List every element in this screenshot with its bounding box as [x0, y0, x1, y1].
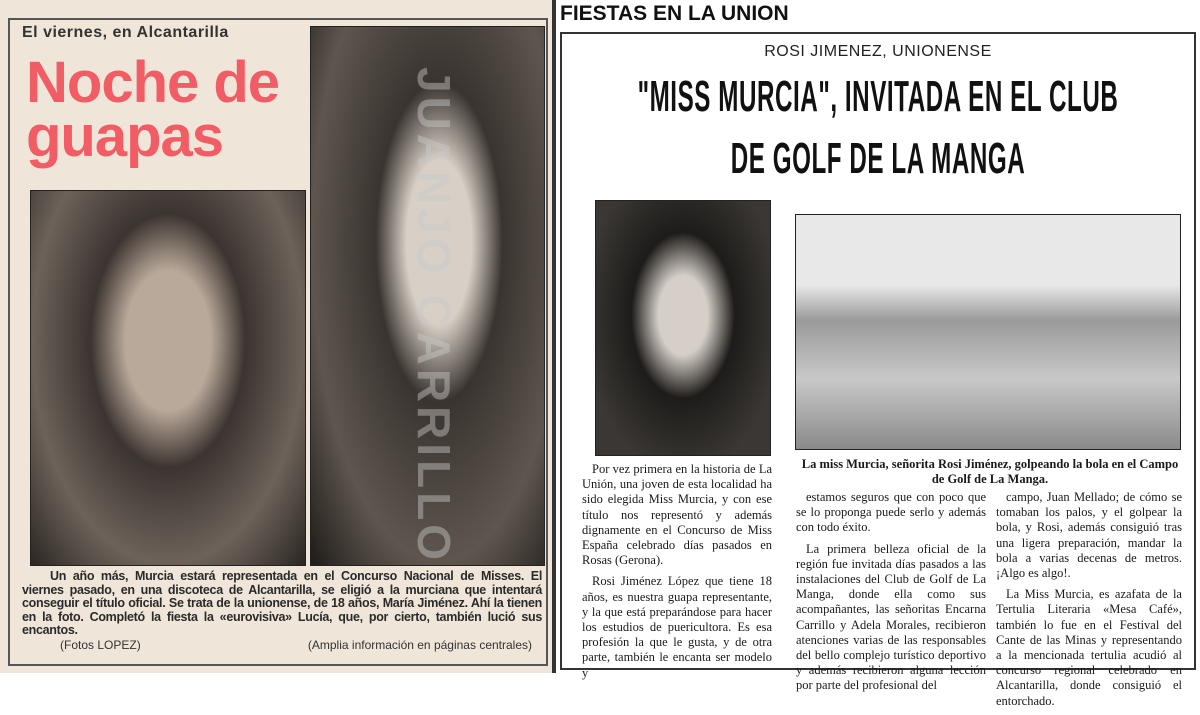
paragraph: estamos seguros que con poco que se lo proponga puede serlo y además con todo éxito.: [796, 490, 986, 535]
left-footer: [22, 638, 542, 652]
title-line-2: guapas: [26, 104, 224, 169]
paragraph: La primera belleza oficial de la región fue invitada días pasados a las instalaciones del Club de Golf de La Manga, donde ella como sus acompañantes, las señoritas Encarna Carrillo y Adela Morales, recibieron atenciones varias de las responsables del bello complejo turístico deportivo y además recibieron alguna lección por parte del profesional del: [796, 541, 986, 693]
section-title: FIESTAS EN LA UNION: [560, 2, 789, 25]
headline: [576, 66, 1181, 190]
headline-line-2: DE GOLF DE LA MANGA: [730, 134, 1026, 183]
headline-line-1: "MISS MURCIA", INVITADA EN EL CLUB: [637, 72, 1119, 121]
miss-portrait-photo: [595, 200, 771, 456]
golf-photo-caption: La miss Murcia, señorita Rosi Jiménez, golpeando la bola en el Campo de Golf de La Manga.: [801, 457, 1179, 486]
photo-credit: (Fotos LOPEZ): [60, 637, 141, 652]
article-column-2: [796, 490, 986, 700]
left-title: [26, 50, 280, 169]
paragraph: La Miss Murcia, es azafata de la Tertulia Literaria «Mesa Café», también lo fue en el Festival del Cante de las Minas y representando a la mencionada tertulia acudió al concurso regional celebrado en Alcantarilla, donde consiguió el entorchado.: [996, 587, 1182, 708]
article-column-1: [582, 462, 772, 687]
paragraph: Por vez primera en la historia de La Unión, una joven de esta localidad ha sido elegida Miss Murcia, y con ese título nos representó y además dignamente en el Concurso de Miss España celebrado días pasados en Rosas (Gerona).: [582, 462, 772, 568]
article-column-3: [996, 490, 1182, 715]
left-caption: Un año más, Murcia estará representada en el Concurso Nacional de Misses. El viernes pasado, en una discoteca de Alcantarilla, se eligió a la murciana que intentará conseguir el título oficial. Se trata de la unionense, de 18 años, María Jiménez. Ahí la tienen en la foto. Completó la fiesta la «eurovisiva» Lucía, que, por cierto, también lució sus encantos.: [22, 569, 542, 637]
more-info-note: (Amplia información en páginas centrales): [307, 637, 532, 652]
paragraph: Rosi Jiménez López que tiene 18 años, es nuestra guapa representante, y la que está preparándose para hacer los estudios de puericultora. Es esa profesión la que le gusta, y de otra parte, también le encanta ser modelo y: [582, 574, 772, 680]
paragraph: campo, Juan Mellado; de cómo se tomaban los palos, y el golpear la bola, y Rosi, además consiguió tras una ligera preparación, mandar la bola a varias decenas de metros. ¡Algo es algo!.: [996, 490, 1182, 581]
portrait-photo: [30, 190, 306, 566]
title-line-1: Noche de: [26, 50, 280, 115]
sash-photo: [310, 26, 545, 566]
divider: [552, 0, 556, 673]
golf-photo: [795, 214, 1181, 450]
left-caption-block: [22, 570, 542, 652]
watermark: JUANJO CARRILLO: [408, 67, 460, 565]
right-kicker: ROSI JIMENEZ, UNIONENSE: [764, 43, 992, 60]
left-kicker: El viernes, en Alcantarilla: [22, 24, 229, 41]
